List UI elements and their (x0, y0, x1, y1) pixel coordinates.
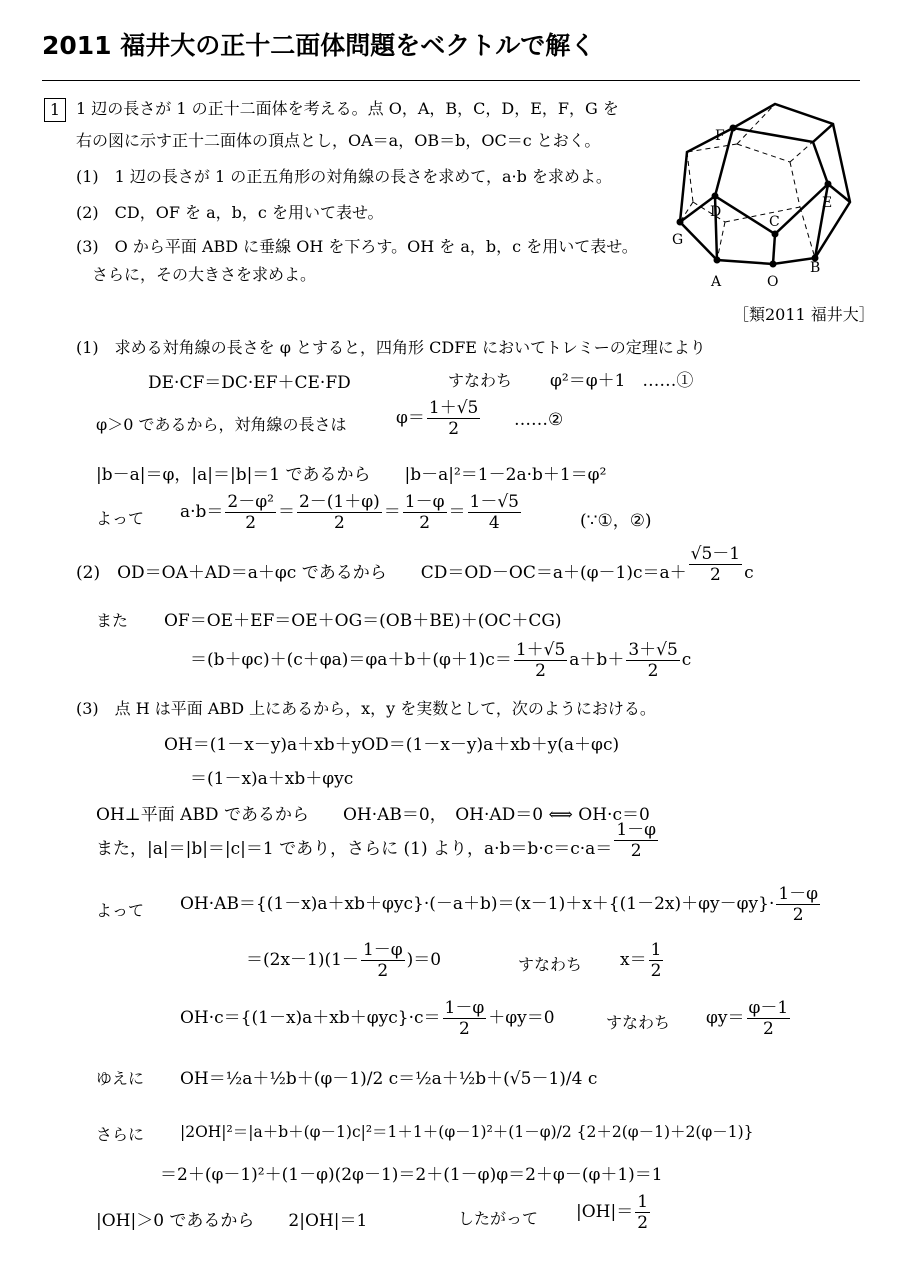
word-yueni: ゆえに (96, 1069, 145, 1088)
problem-number: 1 (44, 98, 66, 122)
word-sunawachi-1: すなわち (448, 371, 513, 390)
vertex-label-g: G (672, 232, 684, 248)
x-result: x＝ $\frac{1}{2}$ (620, 940, 662, 981)
vertex-label-e: E (822, 195, 833, 211)
dot-product-result: a·b＝ $\frac{\text{2－φ²}}{2}$ ＝ $\frac{2-(1+\varphi)}{2}$ ＝ $\frac{1-\varphi}{2}$ ＝ $\frac{1-√5}{4}$ (180, 492, 519, 533)
ptolemy-equation: DE·CF＝DC·EF＋CE·FD (148, 373, 351, 393)
word-sarani: さらに (96, 1125, 145, 1144)
problem-line-4: (2) CD，OF を a，b，c を用いて表せ。 (76, 203, 384, 222)
solution-1-intro: (1) 求める対角線の長さを φ とすると，四角形 CDFE においてトレミーの定理により (76, 338, 706, 357)
diagonal-length-eq: φ＝ $\frac{1+√5}{2}$ (396, 398, 479, 439)
because-note: (∵①，②) (580, 511, 652, 531)
word-yotte-2: よって (96, 901, 145, 920)
vertex-label-o: O (767, 274, 779, 290)
word-mata-1: また (96, 611, 129, 630)
title-divider (42, 80, 860, 81)
diagonal-length-text: φ＞0 であるから，対角線の長さは (96, 415, 347, 434)
perpendicular-condition: OH⊥平面 ABD であるから OH·AB＝0， OH·AD＝0 ⟺ OH·c＝0 (96, 805, 650, 825)
solution-2-line-1: (2) OD＝OA＋AD＝a＋φc であるから CD＝OD－OC＝a＋(φ－1)c＝a＋ $\frac{√5-1}{2}$ c (76, 544, 754, 585)
problem-line-3: (1) 1 辺の長さが 1 の正五角形の対角線の長さを求めて，a·b を求めよ。 (76, 167, 612, 186)
word-yotte-1: よって (96, 509, 145, 528)
oh-result: OH＝½a＋½b＋(φ－1)/2 c＝½a＋½b＋(√5－1)/4 c (180, 1069, 598, 1089)
of-vector-line-1: OF＝OE＋EF＝OE＋OG＝(OB＋BE)＋(OC＋CG) (164, 611, 562, 631)
problem-line-5: (3) O から平面 ABD に垂線 OH を下ろす。OH を a，b，c を用いて表せ。 (76, 237, 638, 256)
phi-equation-1: φ²＝φ＋1 ……① (550, 371, 694, 391)
norm-relation: |b－a|＝φ，|a|＝|b|＝1 であるから |b－a|²＝1－2a·b＋1＝φ² (96, 465, 607, 485)
word-shitagatte: したがって (458, 1209, 539, 1228)
oh-magnitude-result: |OH|＝ $\frac{1}{2}$ (576, 1192, 649, 1233)
oh-positive: |OH|＞0 であるから 2|OH|＝1 (96, 1211, 368, 1231)
oh-norm-simplified: ＝2＋(φ－1)²＋(1－φ)(2φ－1)＝2＋(1－φ)φ＝2＋φ－(φ＋1)＝1 (160, 1165, 663, 1185)
of-vector-line-2: ＝(b＋φc)＋(c＋φa)＝φa＋b＋(φ＋1)c＝ $\frac{1+√5}{2}$ a＋b＋ $\frac{3+√5}{2}$ c (190, 640, 692, 681)
word-sunawachi-3: すなわち (606, 1013, 671, 1032)
dodecahedron-figure (665, 92, 865, 297)
phi-y-result: φy＝ $\frac{\varphi-1}{2}$ (706, 998, 789, 1039)
problem-line-1: 1 辺の長さが 1 の正十二面体を考える。点 O，A，B，C，D，E，F，G を (76, 99, 619, 118)
dot-product-equalities: また，|a|＝|b|＝|c|＝1 であり，さらに (1) より，a·b＝b·c＝c·a＝ $\frac{1-\varphi}{2}$ (96, 820, 657, 861)
oh-c-expansion: OH·c＝{(1－x)a＋xb＋φyc}·c＝ $\frac{1-\varphi}{2}$ ＋φy＝0 (180, 998, 555, 1039)
vertex-label-c: C (769, 214, 780, 230)
problem-line-2: 右の図に示す正十二面体の頂点とし，OA＝a，OB＝b，OC＝c とおく。 (76, 131, 601, 150)
vertex-label-d: D (710, 204, 722, 220)
oh-expression-2: ＝(1－x)a＋xb＋φyc (190, 769, 354, 789)
source-citation: ［類2011 福井大］ (733, 305, 875, 324)
vertex-label-f: F (715, 128, 725, 144)
solution-3-intro: (3) 点 H は平面 ABD 上にあるから，x，y を実数として，次のようにおける。 (76, 699, 656, 718)
vertex-label-b: B (810, 260, 821, 276)
equation-ref-2: ……② (514, 410, 564, 430)
word-sunawachi-2: すなわち (518, 955, 583, 974)
oh-expression-1: OH＝(1－x－y)a＋xb＋yOD＝(1－x－y)a＋xb＋y(a＋φc) (164, 735, 620, 755)
hidden-edges (680, 104, 833, 260)
x-equation: ＝(2x－1)(1－ $\frac{1-\varphi}{2}$ )＝0 (246, 940, 442, 981)
problem-line-6: さらに，その大きさを求めよ。 (76, 265, 317, 284)
page-title: 2011 福井大の正十二面体問題をベクトルで解く (42, 31, 596, 60)
oh-ab-expansion: OH·AB＝{(1－x)a＋xb＋φyc}·(－a＋b)＝(x－1)＋x＋{(1－2x)＋φy－φy}· $\frac{1-\varphi}{2}$ (180, 884, 819, 925)
vertex-label-a: A (711, 274, 722, 290)
oh-norm-expansion: |2OH|²＝|a＋b＋(φ－1)c|²＝1＋1＋(φ－1)²＋(1－φ)/2 {2＋2(φ－1)＋2(φ－1)} (180, 1123, 754, 1141)
